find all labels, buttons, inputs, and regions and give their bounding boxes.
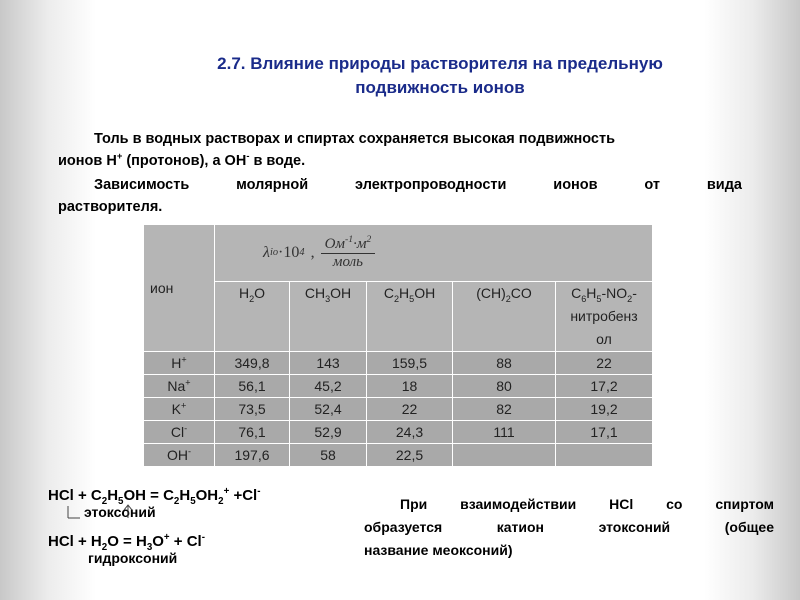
solvent-header-1 <box>290 282 367 352</box>
formula-part: OH <box>414 285 436 301</box>
formula-part: + Cl <box>169 533 202 550</box>
formula-part: - <box>201 532 205 543</box>
formula-part: + <box>163 532 170 543</box>
value-cell: 80 <box>453 375 556 398</box>
unit-fraction <box>321 233 376 271</box>
formula-part: OH <box>195 487 219 504</box>
formula-part: C <box>383 285 394 301</box>
value-cell: 19,2 <box>556 398 653 421</box>
value-cell: 159,5 <box>367 352 453 375</box>
unit-numerator: $Ом^{-1}\cdot м^2$ <box>321 236 376 254</box>
formula-part: 2 <box>218 496 224 507</box>
dependence-line-1: Зависимость молярной электропроводности ионов от вида <box>94 177 742 193</box>
reaction-hydroxonium <box>48 533 205 566</box>
solvent-name-line: нитробенз <box>570 308 638 324</box>
formula-part: HCl + H <box>48 533 102 550</box>
ion-cell: Na+ <box>144 375 215 398</box>
value-cell: 58 <box>290 444 367 467</box>
intro-line-1: Толь в водных растворах и спиртах сохраняется высокая подвижность <box>94 131 616 147</box>
reaction-2-label: гидроксоний <box>88 550 178 566</box>
ion-column-header: ион <box>144 225 215 352</box>
value-cell: 22 <box>367 398 453 421</box>
formula-part: O = H <box>107 533 147 550</box>
solvent-header-4 <box>556 282 653 352</box>
table-row <box>144 398 653 421</box>
reaction-1-label: этоксоний <box>84 504 156 520</box>
solvent-header-0 <box>215 282 290 352</box>
unit-denominator: моль <box>332 253 363 270</box>
intro-text-c: в воде. <box>249 153 306 169</box>
value-cell: 52,4 <box>290 398 367 421</box>
note-line-2: образуется катион этоксоний (общее <box>364 519 774 535</box>
ion-cell: K+ <box>144 398 215 421</box>
formula-part: H <box>107 487 119 504</box>
formula-part: CO <box>510 285 532 301</box>
formula-part: OH <box>330 285 352 301</box>
value-cell <box>453 444 556 467</box>
lambda-symbol: λ <box>263 244 270 261</box>
formula-part: O <box>152 533 164 550</box>
value-cell: 52,9 <box>290 421 367 444</box>
reaction-2-equation <box>48 532 205 553</box>
formula-part: - <box>632 285 637 301</box>
formula-part: - <box>257 486 261 497</box>
value-cell: 18 <box>367 375 453 398</box>
formula-part: 5 <box>409 293 415 304</box>
title-line-2: подвижность ионов <box>355 78 525 97</box>
formula-part: 3 <box>325 293 331 304</box>
formula-part: 2 <box>173 496 180 507</box>
formula-part: H <box>179 487 191 504</box>
formula-part: O <box>254 285 266 301</box>
solvent-header-2 <box>367 282 453 352</box>
ion-cell: H+ <box>144 352 215 375</box>
value-cell: 45,2 <box>290 375 367 398</box>
dependence-paragraph <box>58 174 742 218</box>
intro-text-b: (протонов), а OH <box>122 153 247 169</box>
value-cell <box>556 444 653 467</box>
table-row <box>144 352 653 375</box>
value-cell: 24,3 <box>367 421 453 444</box>
ion-cell: Cl- <box>144 421 215 444</box>
note-line-1: При взаимодействии HCl со спиртом <box>400 496 774 512</box>
value-cell: 111 <box>453 421 556 444</box>
conductivity-table <box>143 224 653 467</box>
dependence-line-2: растворителя. <box>58 199 163 215</box>
multiplier: ·10 <box>278 244 300 261</box>
formula-part: 2 <box>101 496 108 507</box>
formula-part: CH <box>304 285 326 301</box>
formula-part: (CH) <box>476 285 506 301</box>
value-cell: 56,1 <box>215 375 290 398</box>
formula-part: + <box>223 486 230 497</box>
formula-part: OH = C <box>123 487 174 504</box>
intro-sup-b: - <box>246 150 250 162</box>
formula-part: H <box>238 285 250 301</box>
ethoxonium-note <box>364 493 774 562</box>
value-cell: 73,5 <box>215 398 290 421</box>
value-cell: 17,2 <box>556 375 653 398</box>
formula-part: 6 <box>581 293 587 304</box>
value-cell: 349,8 <box>215 352 290 375</box>
title-line-1: 2.7. Влияние природы растворителя на предельную <box>217 54 663 73</box>
intro-line-2 <box>58 150 742 172</box>
formula-part: 5 <box>596 293 602 304</box>
value-cell: 76,1 <box>215 421 290 444</box>
solvent-name-line: ол <box>596 331 612 347</box>
value-cell: 143 <box>290 352 367 375</box>
formula-part: -NO <box>601 285 628 301</box>
slide-title <box>140 52 740 100</box>
table-header-row <box>144 225 653 282</box>
formula-part: 5 <box>190 496 196 507</box>
molar-conductivity-formula: λ i о ·10 4 , $Ом^{-1}\cdot м^2$ моль <box>215 225 653 282</box>
table-row <box>144 375 653 398</box>
intro-sup-a: + <box>116 150 123 162</box>
formula-part: H <box>586 285 597 301</box>
formula-part: 3 <box>146 542 153 553</box>
intro-text-a: ионов H <box>58 153 117 169</box>
formula-part: H <box>399 285 410 301</box>
formula-part: 2 <box>101 542 108 553</box>
value-cell: 82 <box>453 398 556 421</box>
reaction-bracket-icon <box>62 502 144 520</box>
formula-part: HCl + C <box>48 487 102 504</box>
ion-cell: OH- <box>144 444 215 467</box>
value-cell: 22,5 <box>367 444 453 467</box>
value-cell: 17,1 <box>556 421 653 444</box>
formula-part: 2 <box>627 293 633 304</box>
formula-part: +Cl <box>229 487 258 504</box>
solvent-header-row <box>144 282 653 352</box>
formula-part: 2 <box>393 293 399 304</box>
value-cell: 88 <box>453 352 556 375</box>
intro-paragraph <box>58 128 742 172</box>
value-cell: 197,6 <box>215 444 290 467</box>
table-row <box>144 421 653 444</box>
solvent-header-3 <box>453 282 556 352</box>
value-cell: 22 <box>556 352 653 375</box>
formula-part: 2 <box>249 293 255 304</box>
table-row <box>144 444 653 467</box>
note-line-3: название меоксоний) <box>364 542 513 558</box>
formula-part: 2 <box>505 293 511 304</box>
formula-part: 5 <box>118 496 124 507</box>
formula-part: C <box>571 285 582 301</box>
